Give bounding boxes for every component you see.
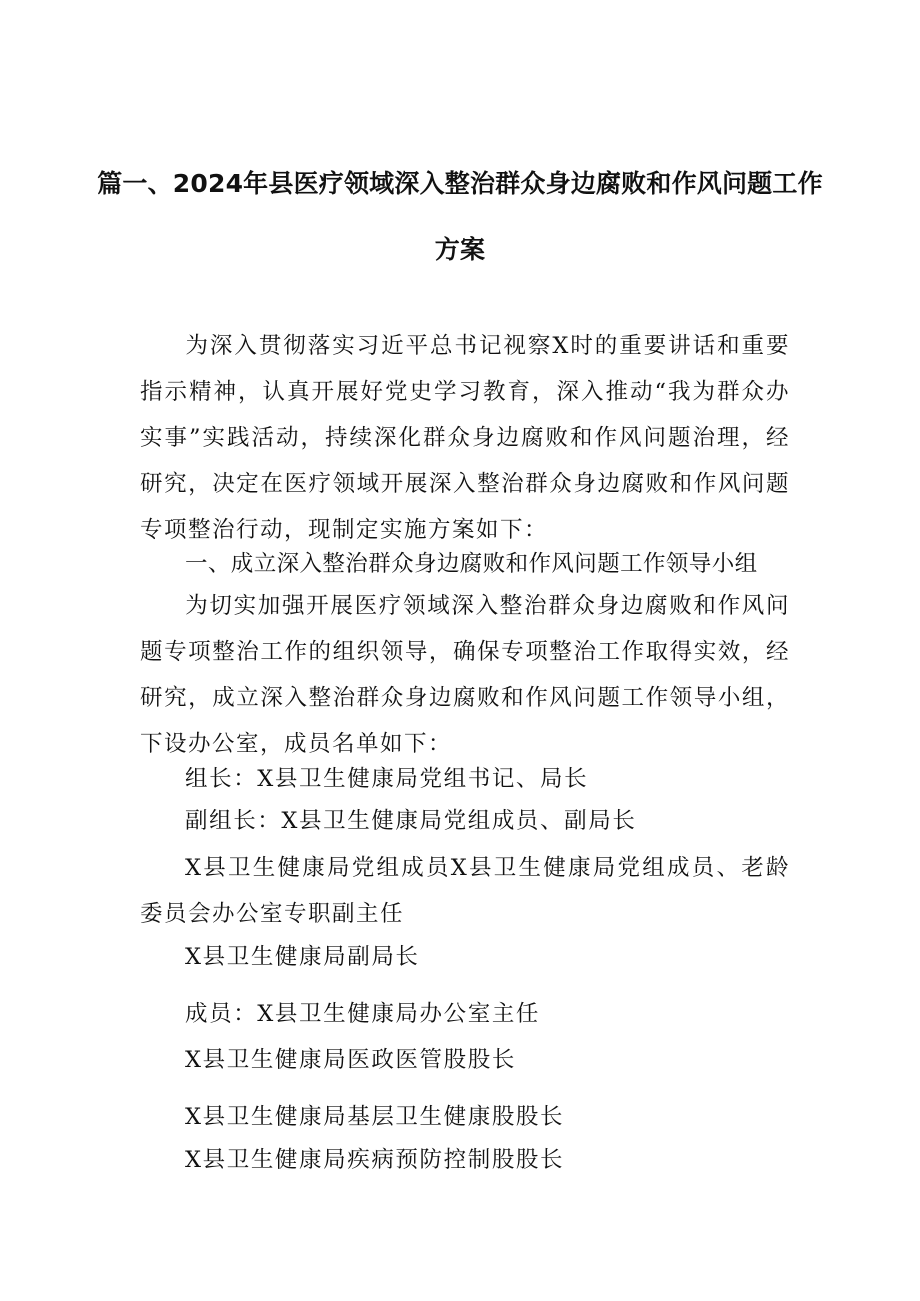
members-line: 成员：X县卫生健康局办公室主任 [185, 1001, 541, 1027]
member-line-2: X县卫生健康局医政医管股股长 [185, 1047, 516, 1073]
document-title-line-2: 方案 [434, 235, 486, 264]
intro-text: 为深入贯彻落实习近平总书记视察X时的重要讲话和重要指示精神，认真开展好党史学习教育，深入推动“我为群众办实事”实践活动，持续深化群众身边腐败和作风问题治理，经研究，决定在医疗领域开展深入整治群众身边腐败和作风问题专项整治行动，现制定实施方案如下： [140, 333, 790, 543]
deputy-line: 副组长：X县卫生健康局党组成员、副局长 [185, 808, 637, 834]
leader-line: 组长：X县卫生健康局党组书记、局长 [185, 766, 589, 792]
intro-paragraph [140, 323, 790, 553]
deputy-extra-paragraph [140, 845, 790, 937]
deputy-extra-text: X县卫生健康局党组成员X县卫生健康局党组成员、老龄委员会办公室专职副主任 [140, 855, 790, 927]
section-1-body [140, 583, 790, 767]
section-1-heading: 一、成立深入整治群众身边腐败和作风问题工作领导小组 [185, 551, 758, 577]
deputy-extra-2-line: X县卫生健康局副局长 [185, 944, 420, 970]
member-line-4: X县卫生健康局疾病预防控制股股长 [185, 1147, 565, 1173]
document-title-line-1: 篇一、2024年县医疗领域深入整治群众身边腐败和作风问题工作 [97, 169, 823, 198]
member-line-3: X县卫生健康局基层卫生健康股股长 [185, 1104, 565, 1130]
section-1-body-text: 为切实加强开展医疗领域深入整治群众身边腐败和作风问题专项整治工作的组织领导，确保专项整治工作取得实效，经研究，成立深入整治群众身边腐败和作风问题工作领导小组，下设办公室，成员名单如下： [140, 593, 790, 757]
